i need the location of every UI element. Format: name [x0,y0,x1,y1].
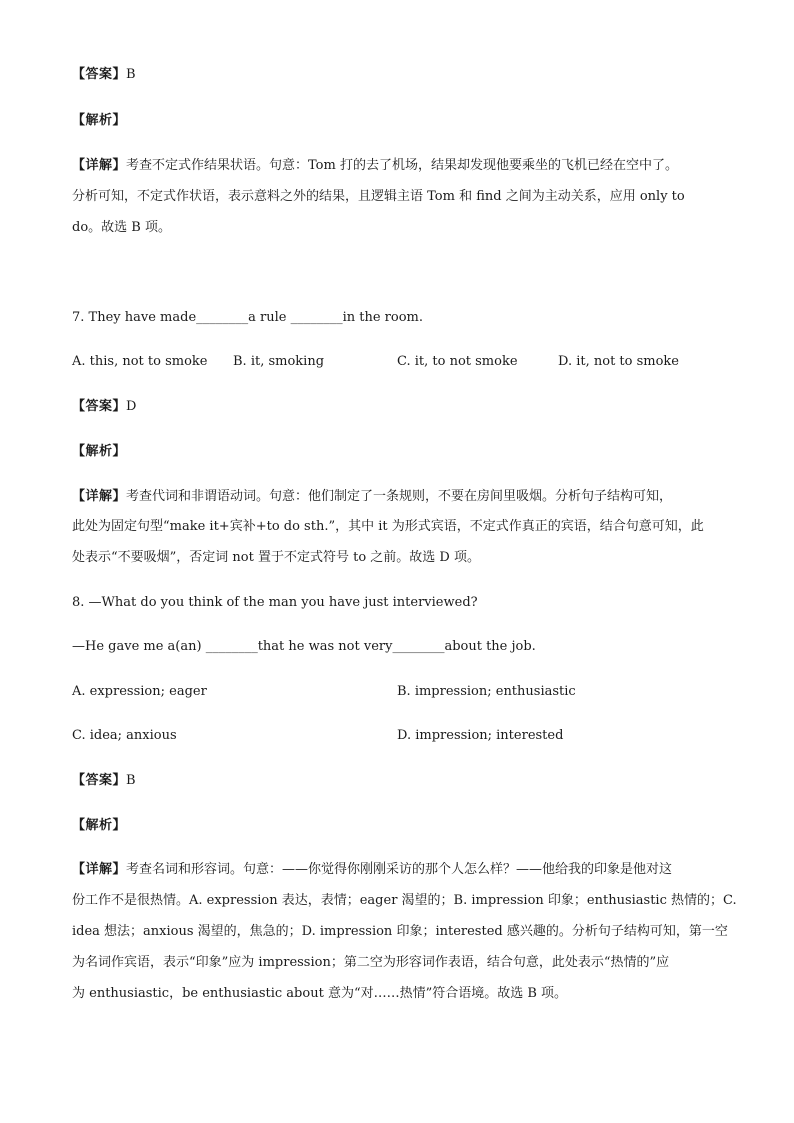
answer-value: B [126,67,136,82]
detail-tag: 【详解】 [72,489,127,504]
option-d: D. it, not to smoke [558,354,680,369]
analysis-tag: 【解析】 [72,818,127,833]
detail-text: 考查代词和非谓语动词。句意：他们制定了一条规则，不要在房间里吸烟。分析句子结构可知， [126,489,673,504]
analysis-tag: 【解析】 [72,444,127,459]
option-b: B. impression; enthusiastic [397,684,576,699]
analysis-heading [72,443,126,461]
detail-line: 处表示“不要吸烟”，否定词 not 置于不定式符号 to 之前。故选 D 项。 [72,550,480,565]
detail-line: 此处为固定句型“make it+宾补+to do sth.”，其中 it 为形式宾语，不定式作真正的宾语，结合句意可知，此 [72,519,704,534]
option-c: C. idea; anxious [72,728,177,743]
answer-value: B [126,773,136,788]
analysis-heading [72,817,126,835]
detail-line: 为名词作宾语，表示“印象”应为 impression；第二空为形容词作表语，结合句意，此处表示“热情的”应 [72,955,670,970]
detail-tag: 【详解】 [72,158,127,173]
option-a: A. this, not to smoke [72,354,208,369]
option-b: B. it, smoking [233,354,325,369]
answer-line [72,66,136,84]
answer-value: D [126,399,137,414]
question-stem: —He gave me a(an) ________that he was not very________about the job. [72,639,536,654]
answer-tag: 【答案】 [72,67,127,82]
detail-line [72,861,672,879]
question-stem: 7. They have made________a rule ________in the room. [72,310,423,325]
question-stem: 8. —What do you think of the man you have just interviewed? [72,595,478,610]
answer-tag: 【答案】 [72,399,127,414]
detail-line [72,157,678,175]
answer-line [72,772,136,790]
option-a: A. expression; eager [72,684,207,699]
answer-tag: 【答案】 [72,773,127,788]
detail-line: 分析可知，不定式作状语，表示意料之外的结果，且逻辑主语 Tom 和 find 之间为主动关系，应用 only to [72,189,685,204]
detail-line [72,488,672,506]
detail-tag: 【详解】 [72,862,127,877]
detail-line: 份工作不是很热情。A. expression 表达，表情；eager 渴望的；B. impression 印象；enthusiastic 热情的；C. [72,893,737,908]
answer-line [72,398,136,416]
analysis-tag: 【解析】 [72,113,127,128]
detail-line: idea 想法；anxious 渴望的，焦急的；D. impression 印象；interested 感兴趣的。分析句子结构可知，第一空 [72,924,728,939]
option-d: D. impression; interested [397,728,564,743]
detail-line: 为 enthusiastic，be enthusiastic about 意为“对……热情”符合语境。故选 B 项。 [72,986,568,1001]
analysis-heading [72,112,126,130]
detail-text: 考查不定式作结果状语。句意：Tom 打的去了机场，结果却发现他要乘坐的飞机已经在空中了。 [126,158,678,173]
detail-text: 考查名词和形容词。句意：——你觉得你刚刚采访的那个人怎么样？——他给我的印象是他对这 [126,862,673,877]
detail-line: do。故选 B 项。 [72,220,171,235]
option-c: C. it, to not smoke [397,354,518,369]
